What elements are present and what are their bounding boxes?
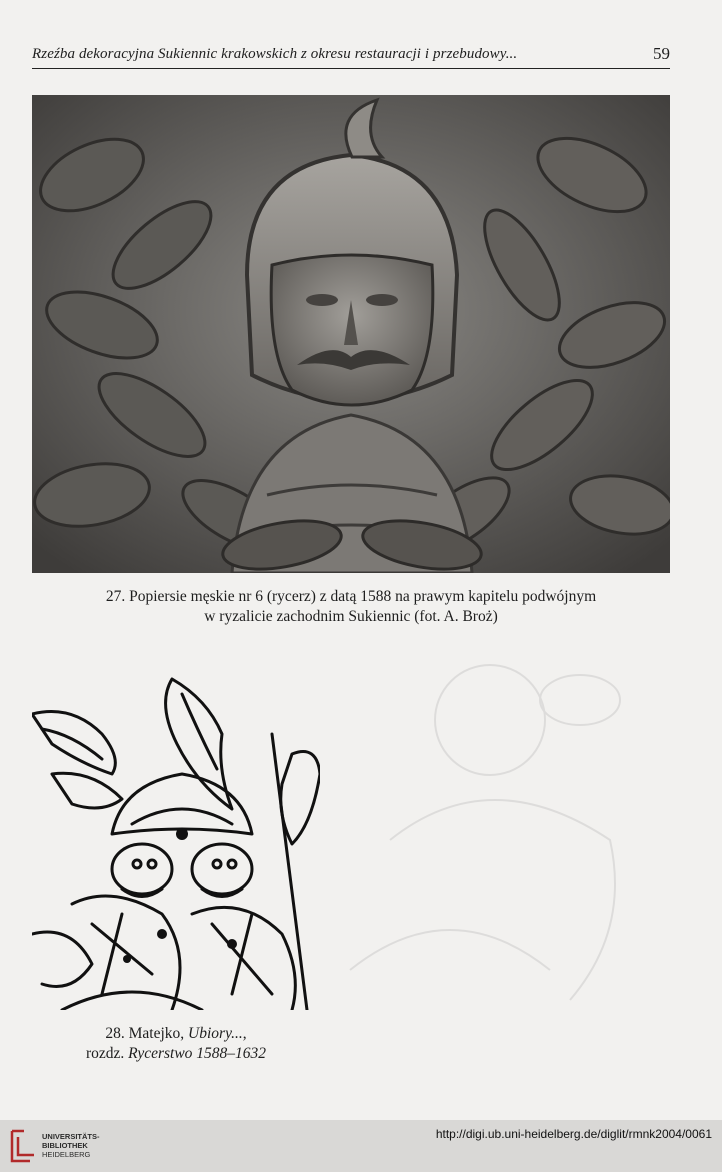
photo-knight-bust bbox=[32, 95, 670, 573]
figure-28-caption bbox=[32, 1024, 320, 1064]
university-name-line1: UNIVERSITÄTS- bbox=[42, 1132, 100, 1141]
source-url-link[interactable]: http://digi.ub.uni-heidelberg.de/diglit/rmnk2004/0061 bbox=[435, 1127, 712, 1141]
running-title: Rzeźba dekoracyjna Sukiennic krakowskich z okresu restauracji i przebudowy... bbox=[32, 46, 518, 62]
library-footer bbox=[0, 1120, 722, 1172]
university-name-line3: HEIDELBERG bbox=[42, 1150, 91, 1159]
figure-28-caption-line2-prefix: rozdz. bbox=[85, 1045, 129, 1062]
figure-28-caption-line2 bbox=[32, 1044, 320, 1064]
running-header bbox=[32, 44, 670, 69]
figure-28-caption-line2-title: Rycerstwo 1588–1632 bbox=[128, 1045, 267, 1062]
figure-28-caption-title: Ubiory... bbox=[188, 1025, 243, 1042]
figure-27-caption-line1: 27. Popiersie męskie nr 6 (rycerz) z datą 1588 na prawym kapitelu podwójnym bbox=[105, 588, 597, 605]
page-number: 59 bbox=[653, 44, 670, 63]
figure-28-caption-line1 bbox=[32, 1024, 320, 1044]
figure-27-caption bbox=[32, 587, 670, 627]
university-name bbox=[42, 1132, 100, 1159]
photo-knight-bust-image bbox=[32, 95, 670, 573]
figure-28-caption-comma: , bbox=[242, 1025, 247, 1042]
figure-28-caption-prefix: 28. Matejko, bbox=[105, 1025, 189, 1042]
show-through-ghost-drawing bbox=[330, 640, 670, 1010]
matejko-drawing bbox=[32, 674, 320, 1010]
university-logo-icon bbox=[8, 1127, 38, 1165]
university-name-line2: BIBLIOTHEK bbox=[42, 1141, 88, 1150]
matejko-drawing-image bbox=[32, 674, 320, 1010]
figure-27-caption-line2: w ryzalicie zachodnim Sukiennic (fot. A. Broż) bbox=[204, 608, 498, 625]
